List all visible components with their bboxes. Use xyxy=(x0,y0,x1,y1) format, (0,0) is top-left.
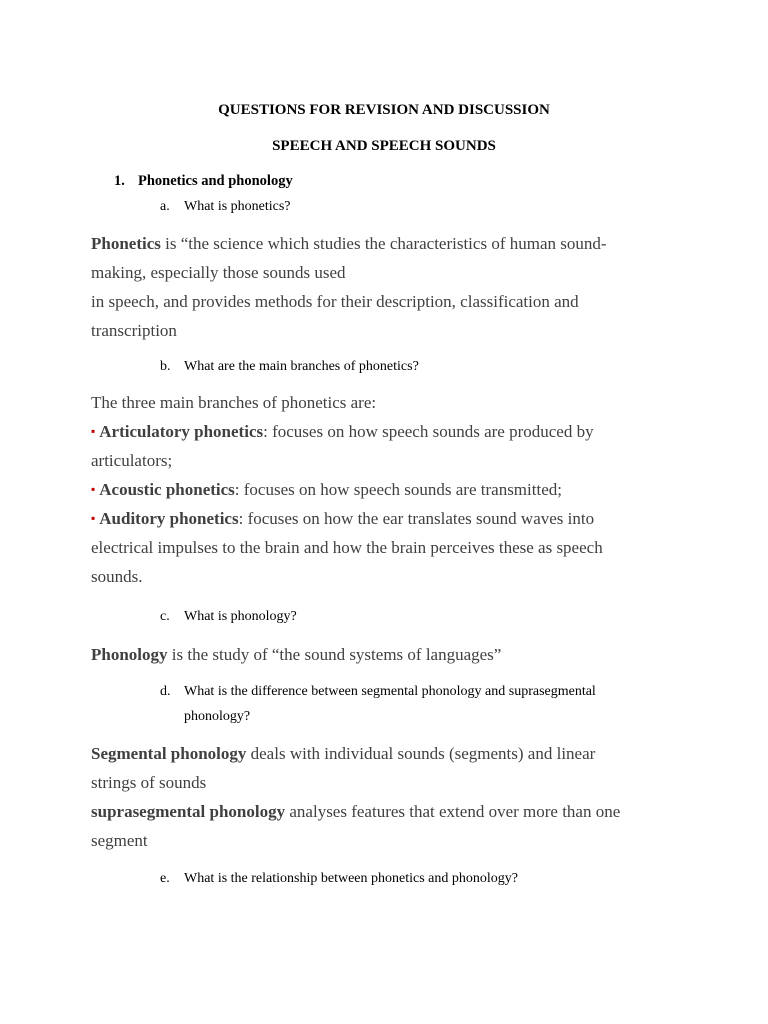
list-item-text: : focuses on how speech sounds are produced by xyxy=(263,422,594,441)
answer-b xyxy=(91,388,661,591)
section-title: Phonetics and phonology xyxy=(138,173,293,189)
answer-d xyxy=(91,739,661,855)
question-e-text: What is the relationship between phonetics and phonology? xyxy=(184,871,518,886)
question-c-text: What is phonology? xyxy=(184,609,297,624)
list-item-term: Acoustic phonetics xyxy=(99,480,235,499)
question-e-marker: e. xyxy=(160,871,170,886)
answer-d-term1: Segmental phonology xyxy=(91,744,247,763)
list-item-text: articulators; xyxy=(91,451,173,470)
list-item-term: Articulatory phonetics xyxy=(99,422,264,441)
answer-a-line1: is “the science which studies the characteristics of human sound- xyxy=(160,234,607,253)
question-c-marker: c. xyxy=(160,609,170,624)
section-number: 1. xyxy=(114,173,125,189)
bullet-icon: ▪ xyxy=(91,424,96,438)
list-item xyxy=(91,475,661,504)
list-item-term: Auditory phonetics xyxy=(99,509,239,528)
answer-c xyxy=(91,640,661,669)
list-item-text: sounds. xyxy=(91,567,143,586)
answer-d-line1: deals with individual sounds (segments) and linear xyxy=(246,744,596,763)
list-item-text: electrical impulses to the brain and how the brain perceives these as speech xyxy=(91,538,603,557)
answer-b-intro: The three main branches of phonetics are: xyxy=(91,393,377,412)
question-b-marker: b. xyxy=(160,359,171,374)
question-a-marker: a. xyxy=(160,199,170,214)
list-item xyxy=(91,417,661,446)
answer-a-line2: making, especially those sounds used xyxy=(91,263,346,282)
answer-d-line2: strings of sounds xyxy=(91,773,207,792)
bullet-icon: ▪ xyxy=(91,511,96,525)
list-item xyxy=(91,504,661,533)
answer-a-term: Phonetics xyxy=(91,234,161,253)
answer-c-text: is the study of “the sound systems of languages” xyxy=(167,645,502,664)
answer-c-term: Phonology xyxy=(91,645,168,664)
answer-d-term2: suprasegmental phonology xyxy=(91,802,286,821)
answer-a-line4: transcription xyxy=(91,321,177,340)
document-subtitle: SPEECH AND SPEECH SOUNDS xyxy=(272,138,496,154)
bullet-icon: ▪ xyxy=(91,482,96,496)
question-d-line2: phonology? xyxy=(184,709,251,724)
answer-d-line3: analyses features that extend over more than one xyxy=(285,802,621,821)
list-item-text: : focuses on how speech sounds are transmitted; xyxy=(234,480,562,499)
question-d-marker: d. xyxy=(160,684,171,699)
answer-a xyxy=(91,229,661,345)
question-a-text: What is phonetics? xyxy=(184,199,291,214)
document-title: QUESTIONS FOR REVISION AND DISCUSSION xyxy=(218,102,550,118)
question-d-line1: What is the difference between segmental phonology and suprasegmental xyxy=(184,684,596,699)
answer-a-line3: in speech, and provides methods for their description, classification and xyxy=(91,292,579,311)
list-item-text: : focuses on how the ear translates sound waves into xyxy=(238,509,595,528)
question-b-text: What are the main branches of phonetics? xyxy=(184,359,419,374)
answer-d-line4: segment xyxy=(91,831,148,850)
